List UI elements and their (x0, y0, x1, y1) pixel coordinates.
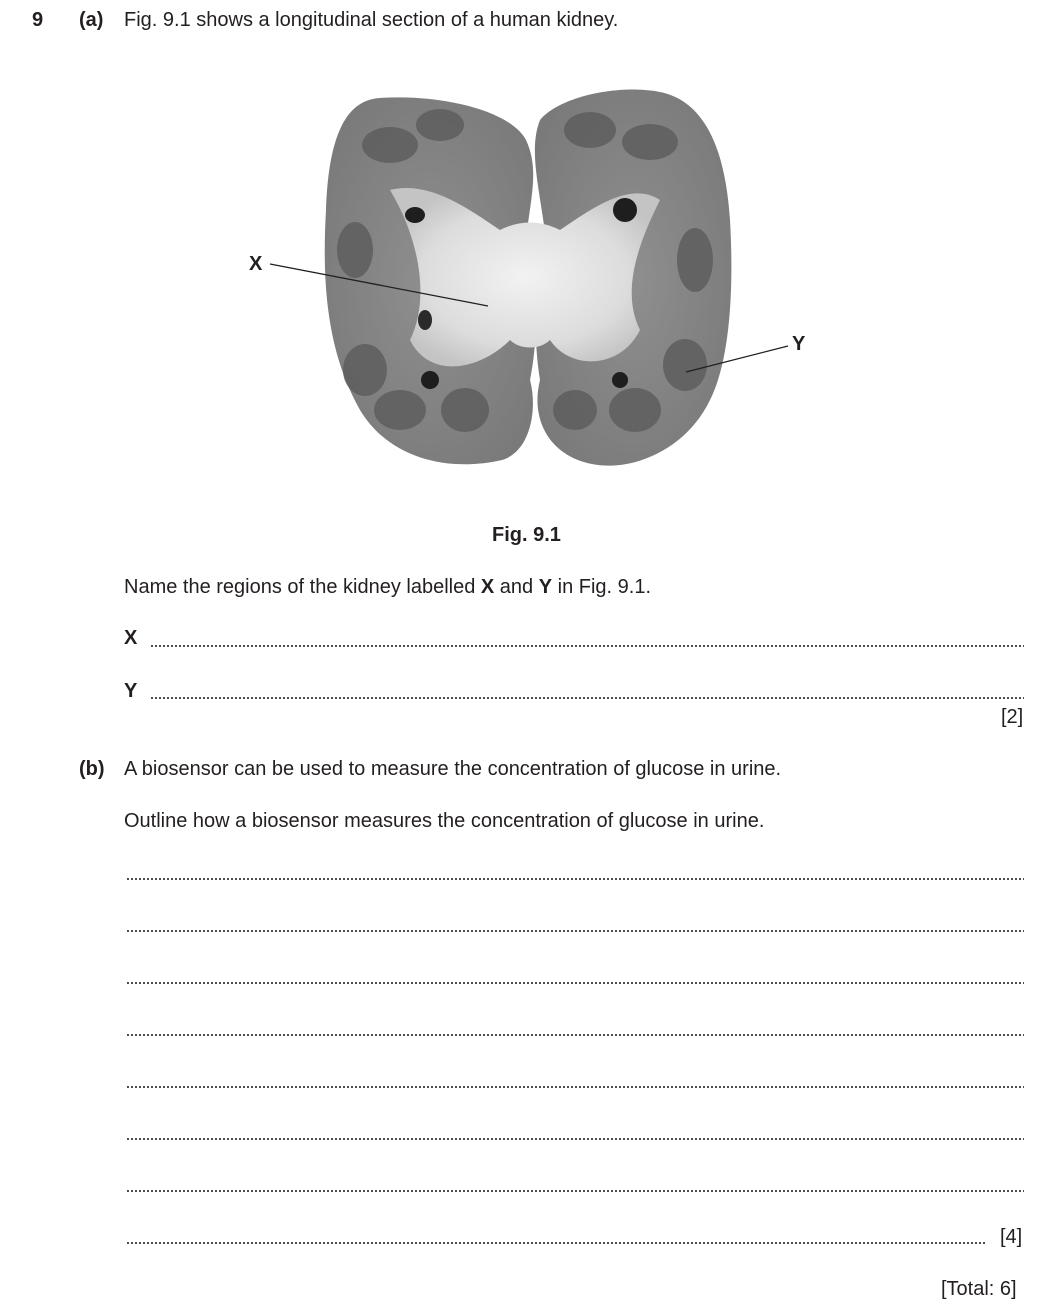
figure-caption: Fig. 9.1 (492, 524, 561, 546)
part-b-intro: A biosensor can be used to measure the concentration of glucose in urine. (124, 758, 782, 780)
answer-x-line[interactable] (150, 645, 1024, 647)
question-number: 9 (32, 9, 44, 31)
figure-label-x: X (249, 253, 263, 275)
kidney-section-figure (240, 80, 820, 480)
part-b-prompt: Outline how a biosensor measures the concentration of glucose in urine. (124, 810, 765, 832)
prompt-text-before: Name the regions of the kidney labelled (124, 576, 481, 598)
answer-line[interactable] (126, 1138, 1024, 1140)
answer-line[interactable] (126, 982, 1024, 984)
part-a-intro: Fig. 9.1 shows a longitudinal section of a human kidney. (124, 9, 619, 31)
answer-line[interactable] (126, 1034, 1024, 1036)
prompt-x: X (480, 576, 495, 598)
answer-line[interactable] (126, 1086, 1024, 1088)
part-a-marks: [2] (1001, 706, 1024, 728)
total-marks: [Total: 6] (941, 1278, 1017, 1300)
figure-label-y: Y (792, 333, 806, 355)
part-b-marks: [4] (1000, 1226, 1023, 1248)
answer-line[interactable] (126, 930, 1024, 932)
answer-y-line[interactable] (150, 697, 1024, 699)
prompt-text-after: in Fig. 9.1. (552, 576, 651, 598)
part-a-prompt (124, 577, 651, 597)
part-a-label: (a) (79, 9, 104, 31)
answer-x-label: X (124, 627, 138, 649)
prompt-text-middle: and (494, 576, 539, 598)
answer-line[interactable] (126, 1242, 986, 1244)
answer-line[interactable] (126, 878, 1024, 880)
answer-line[interactable] (126, 1190, 1024, 1192)
part-b-label: (b) (79, 758, 105, 780)
answer-y-label: Y (124, 680, 138, 702)
prompt-y: Y (538, 576, 553, 598)
